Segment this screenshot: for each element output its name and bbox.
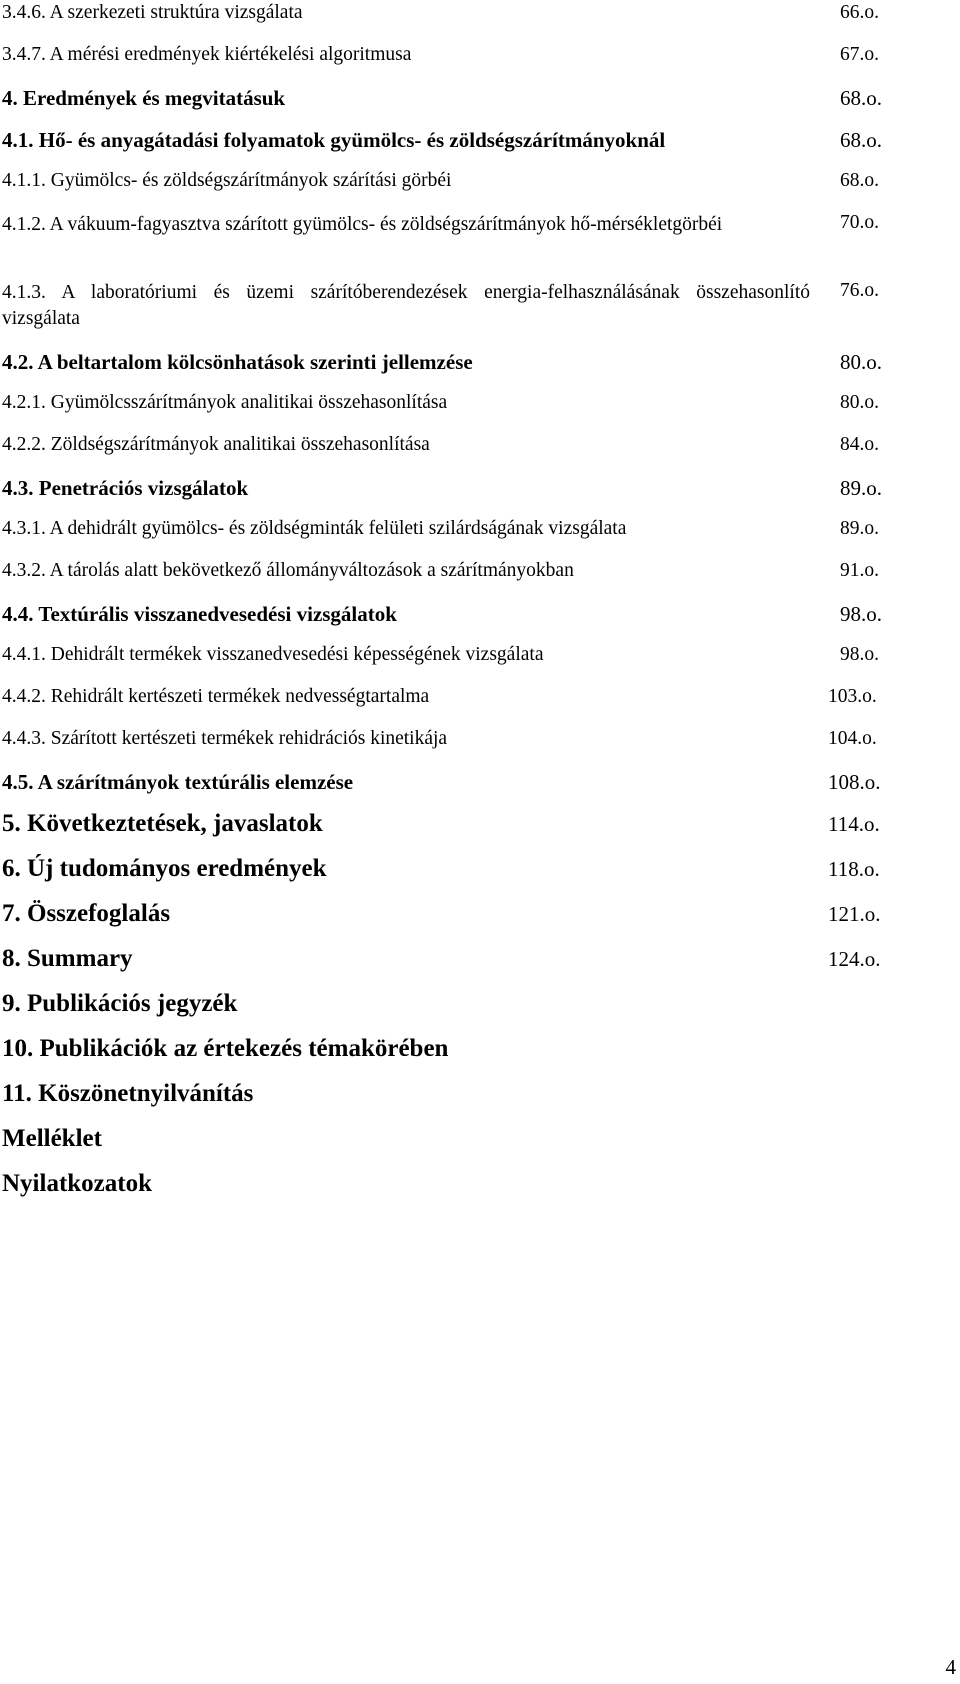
toc-entry-title: 4.1. Hő- és anyagátadási folyamatok gyümölcs- és zöldségszárítmányoknál [2,128,666,152]
toc-entry-title: 6. Új tudományos eredmények [2,855,327,882]
toc-entry-title: 5. Következtetések, javaslatok [2,810,323,837]
toc-entry-title: 4.1.1. Gyümölcs- és zöldségszárítmányok szárítási görbéi [2,170,452,191]
toc-entry-title: 4.3.2. A tárolás alatt bekövetkező állományváltozások a szárítmányokban [2,560,574,581]
toc-entry-page: 98.o. [840,602,882,626]
toc-entry-page: 103.o. [828,686,877,707]
toc-entry-title: 4.4.2. Rehidrált kertészeti termékek nedvességtartalma [2,686,430,707]
toc-entry-page: 114.o. [828,812,880,836]
toc-entry-title: 4.2. A beltartalom kölcsönhatások szerinti jellemzése [2,350,473,374]
toc-entry-title: 4.1.3. A laboratóriumi és üzemi szárítóberendezések energia-felhasználásának összehasonlító vizsgálata [2,282,810,329]
toc-entry-title: 4. Eredmények és megvitatásuk [2,86,286,110]
toc-entry-title: 10. Publikációk az értekezés témakörében [2,1035,449,1062]
toc-entry-page: 84.o. [840,434,879,455]
toc-entry-title: 7. Összefoglalás [2,900,171,927]
toc-entry-title: 11. Köszönetnyilvánítás [2,1080,254,1107]
toc-entry-page: 68.o. [840,170,879,191]
toc-entry-page: 70.o. [840,212,879,233]
toc-entry-page: 89.o. [840,476,882,500]
toc-entry-title: 4.2.1. Gyümölcsszárítmányok analitikai összehasonlítása [2,392,448,413]
toc-entry-page: 104.o. [828,728,877,749]
toc-entry-title: 4.4.1. Dehidrált termékek visszanedvesedési képességének vizsgálata [2,644,544,665]
toc-entry-title: 4.5. A szárítmányok textúrális elemzése [2,770,354,794]
toc-entry-page: 80.o. [840,392,879,413]
toc-entry-title: 4.2.2. Zöldségszárítmányok analitikai összehasonlítása [2,434,430,455]
toc-entry-page: 76.o. [840,280,879,301]
toc-entry-title: Melléklet [2,1125,102,1152]
toc-entry-page: 80.o. [840,350,882,374]
toc-entry-page: 91.o. [840,560,879,581]
toc-entry-page: 68.o. [840,86,882,110]
toc-entry-title: 3.4.7. A mérési eredmények kiértékelési algoritmusa [2,44,412,65]
toc-entry-title: 3.4.6. A szerkezeti struktúra vizsgálata [2,2,303,23]
toc-entry-title: Nyilatkozatok [2,1170,152,1197]
toc-entry-page: 68.o. [840,128,882,152]
toc-entry-title: 9. Publikációs jegyzék [2,990,238,1017]
toc-entry-title: 8. Summary [2,945,133,972]
toc-entry-page: 121.o. [828,902,881,926]
page-number: 4 [945,1655,956,1679]
toc-entry-page: 108.o. [828,770,881,794]
toc-entry-page: 98.o. [840,644,879,665]
toc-entry-page: 89.o. [840,518,879,539]
toc-entry-title: 4.1.2. A vákuum-fagyasztva szárított gyümölcs- és zöldségszárítmányok hő-mérsékletgörbéi [2,214,723,235]
toc-entry-title: 4.4. Textúrális visszanedvesedési vizsgálatok [2,602,397,626]
toc-entry-title: 4.3.1. A dehidrált gyümölcs- és zöldségminták felületi szilárdságának vizsgálata [2,518,627,539]
toc-entry-page: 66.o. [840,2,879,23]
toc-entry-title: 4.4.3. Szárított kertészeti termékek rehidrációs kinetikája [2,728,448,749]
toc-entry-page: 67.o. [840,44,879,65]
toc-entry-page: 118.o. [828,857,880,881]
toc-entry-title: 4.3. Penetrációs vizsgálatok [2,476,249,500]
toc-entry-page: 124.o. [828,947,881,971]
